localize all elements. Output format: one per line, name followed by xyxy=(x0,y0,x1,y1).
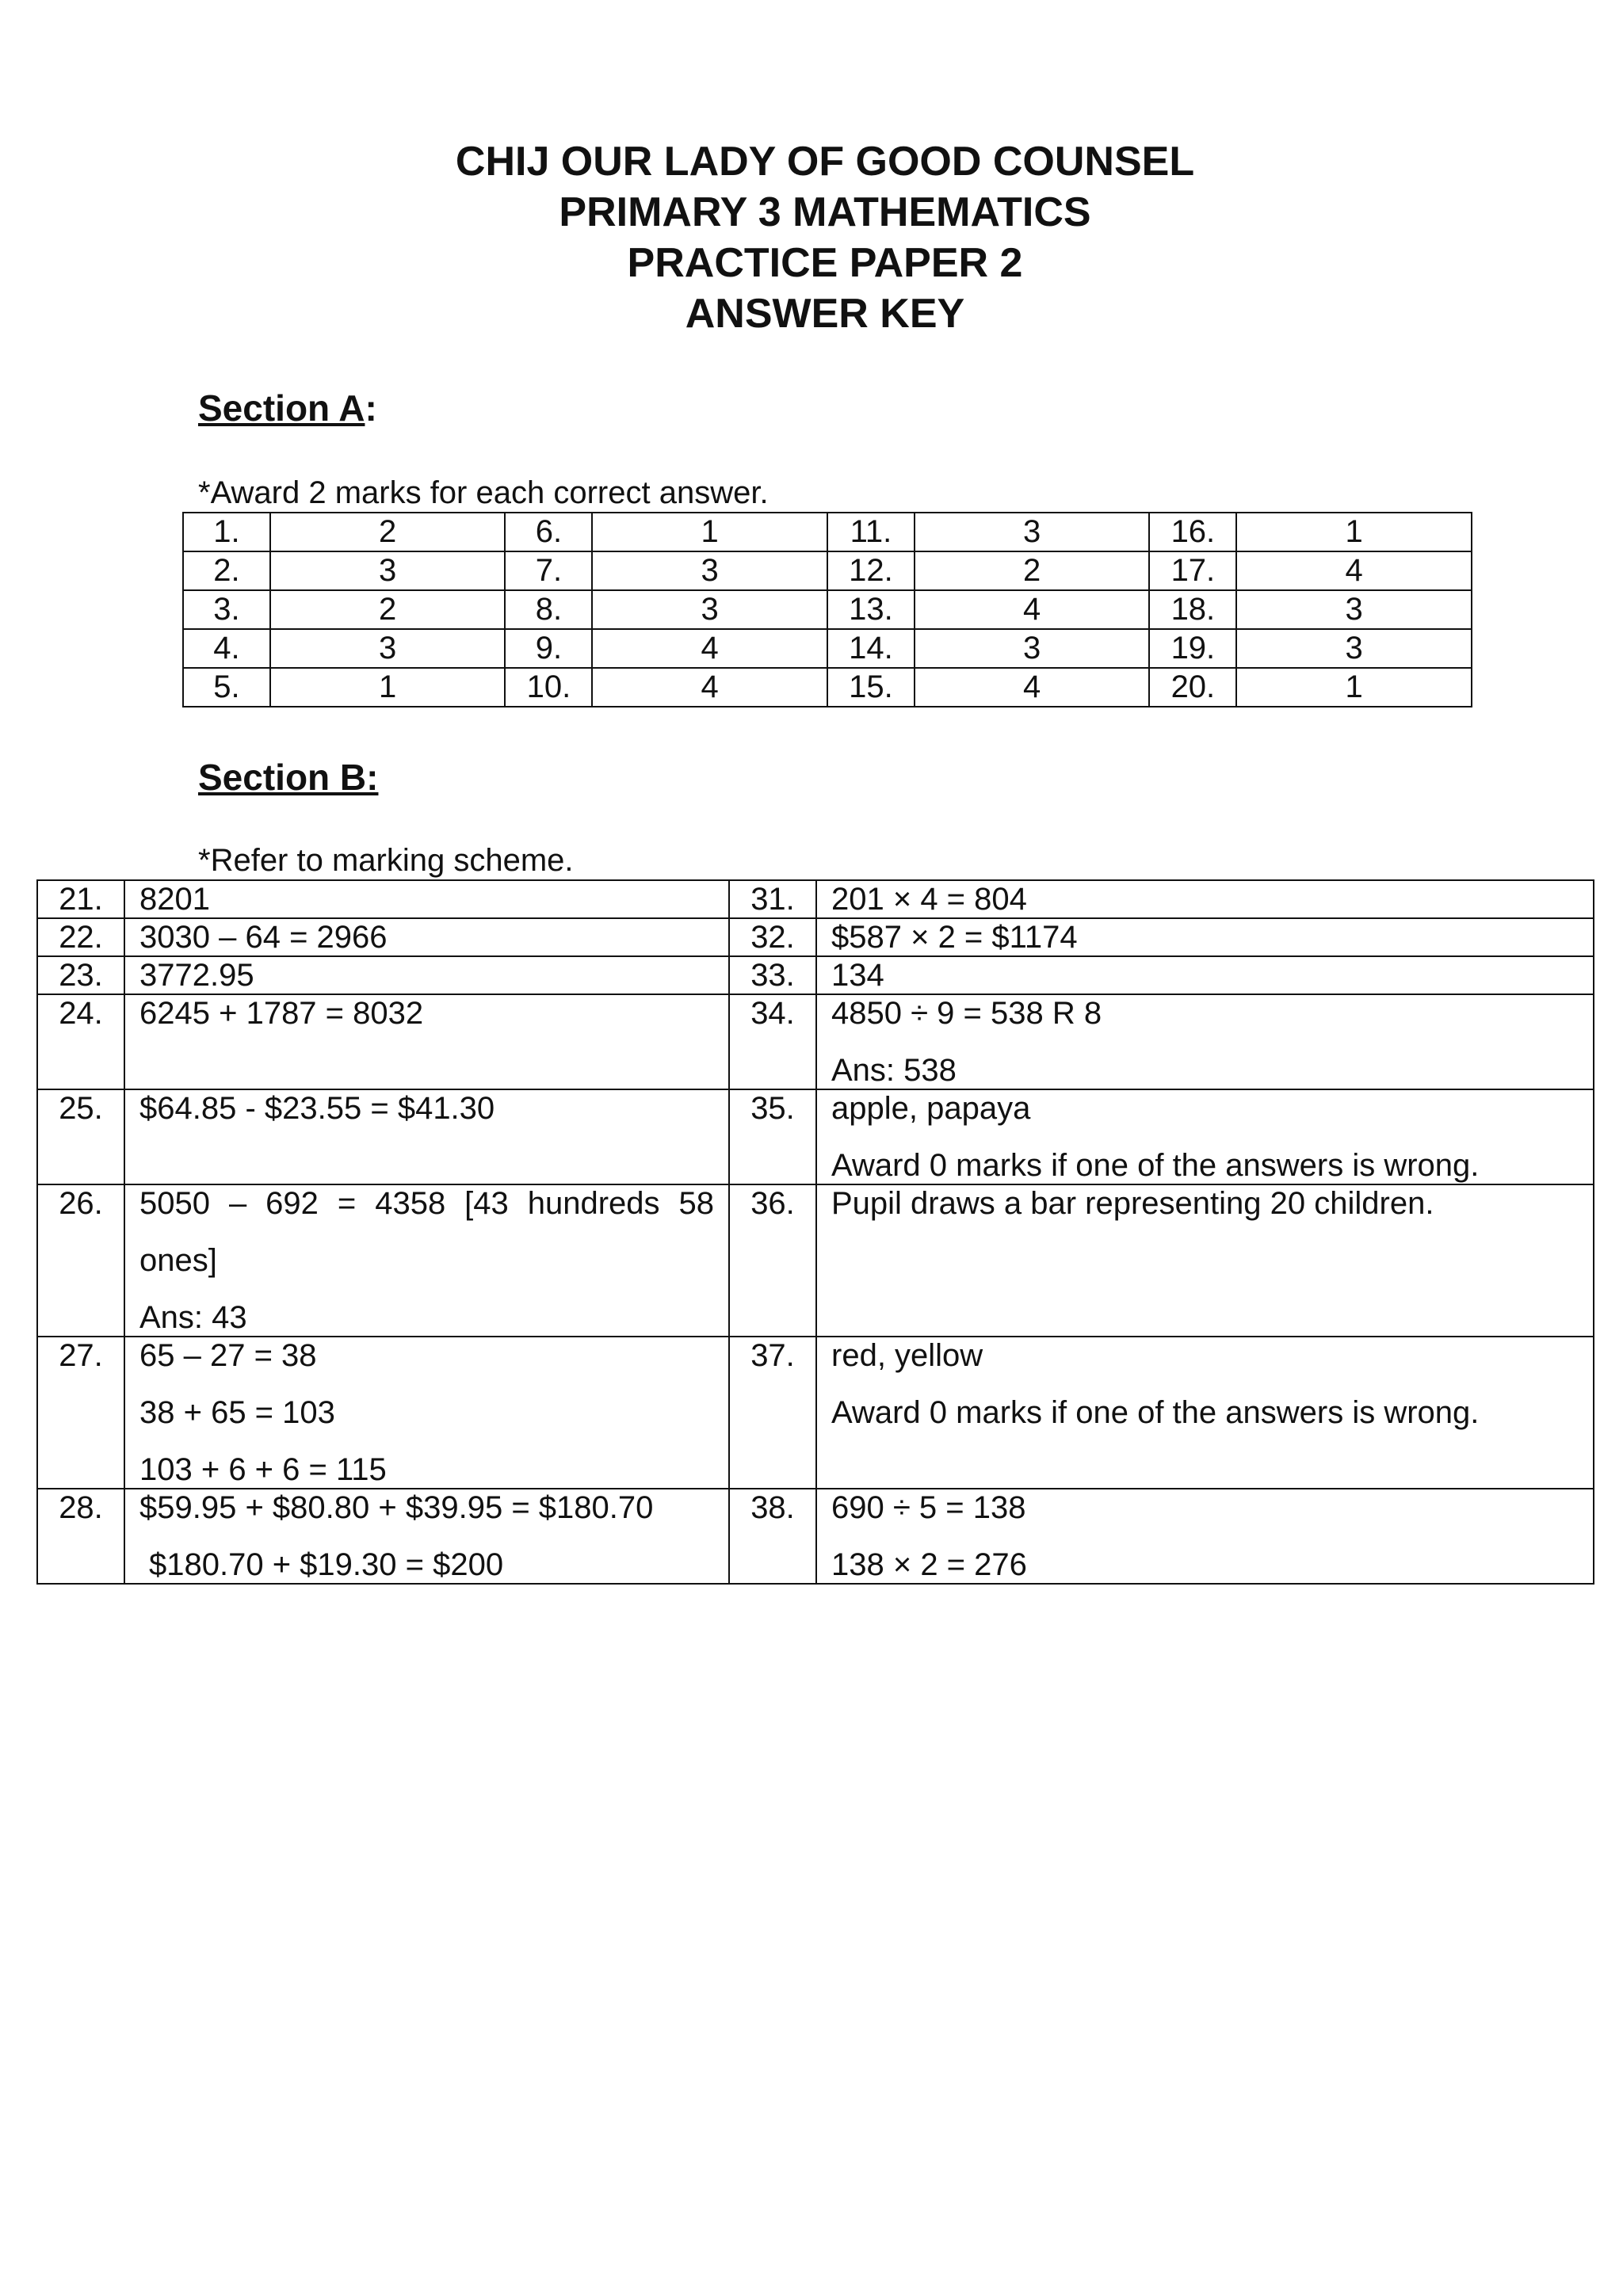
answer-value: 3 xyxy=(270,551,506,590)
question-number: 27. xyxy=(37,1337,124,1489)
answer-line: 65 – 27 = 38 xyxy=(139,1338,317,1373)
section-b-heading-text: Section B: xyxy=(198,757,379,798)
answer-line: 3030 – 64 = 2966 xyxy=(139,920,388,955)
answer-working xyxy=(816,880,1594,918)
answer-working xyxy=(124,918,729,956)
answer-line: 103 + 6 + 6 = 115 xyxy=(139,1452,387,1487)
question-number: 23. xyxy=(37,956,124,994)
question-number: 28. xyxy=(37,1489,124,1584)
question-number: 36. xyxy=(729,1184,816,1337)
answer-line: Award 0 marks if one of the answers is wrong. xyxy=(831,1395,1480,1430)
answer-value: 3 xyxy=(915,513,1150,551)
answer-working xyxy=(816,994,1594,1089)
answer-working xyxy=(124,1337,729,1489)
question-number: 18. xyxy=(1149,590,1236,629)
question-number: 16. xyxy=(1149,513,1236,551)
answer-line: Award 0 marks if one of the answers is wrong. xyxy=(831,1148,1480,1183)
question-number: 6. xyxy=(505,513,592,551)
question-number: 15. xyxy=(827,668,915,707)
question-number: 37. xyxy=(729,1337,816,1489)
answer-working xyxy=(124,1184,729,1337)
answer-value: 1 xyxy=(592,513,827,551)
question-number: 8. xyxy=(505,590,592,629)
answer-value: 4 xyxy=(915,590,1150,629)
title-school: CHIJ OUR LADY OF GOOD COUNSEL xyxy=(455,139,1195,185)
table-row xyxy=(37,880,1594,918)
section-a-note: *Award 2 marks for each correct answer. xyxy=(198,475,769,510)
answer-working xyxy=(124,994,729,1089)
question-number: 3. xyxy=(183,590,270,629)
section-a-heading xyxy=(198,387,377,429)
table-row xyxy=(183,551,1472,590)
title-answer-key: ANSWER KEY xyxy=(685,291,965,337)
question-number: 31. xyxy=(729,880,816,918)
question-number: 10. xyxy=(505,668,592,707)
question-number: 2. xyxy=(183,551,270,590)
question-number: 19. xyxy=(1149,629,1236,668)
answer-value: 3 xyxy=(270,629,506,668)
answer-working xyxy=(124,956,729,994)
answer-value: 2 xyxy=(270,590,506,629)
section-b-note: *Refer to marking scheme. xyxy=(198,843,574,878)
table-row xyxy=(183,513,1472,551)
question-number: 34. xyxy=(729,994,816,1089)
answer-working xyxy=(124,1089,729,1184)
answer-line: Ans: 43 xyxy=(139,1300,247,1335)
answer-working xyxy=(816,1337,1594,1489)
question-number: 22. xyxy=(37,918,124,956)
answer-working xyxy=(816,1489,1594,1584)
answer-value: 3 xyxy=(1236,590,1472,629)
section-a-table xyxy=(182,512,1472,707)
question-number: 1. xyxy=(183,513,270,551)
question-number: 25. xyxy=(37,1089,124,1184)
table-row xyxy=(183,590,1472,629)
answer-line: 6245 + 1787 = 8032 xyxy=(139,996,424,1031)
table-row xyxy=(183,668,1472,707)
question-number: 11. xyxy=(827,513,915,551)
section-b-heading xyxy=(198,756,378,799)
section-a-heading-text: Section A xyxy=(198,387,365,429)
answer-value: 3 xyxy=(1236,629,1472,668)
answer-value: 3 xyxy=(592,590,827,629)
title-subject: PRIMARY 3 MATHEMATICS xyxy=(559,189,1091,235)
question-number: 14. xyxy=(827,629,915,668)
question-number: 12. xyxy=(827,551,915,590)
answer-line: apple, papaya xyxy=(831,1091,1031,1126)
table-row xyxy=(37,1184,1594,1337)
answer-line: Pupil draws a bar representing 20 children. xyxy=(831,1186,1434,1221)
section-a-heading-colon: : xyxy=(365,387,377,429)
answer-value: 2 xyxy=(915,551,1150,590)
question-number: 26. xyxy=(37,1184,124,1337)
answer-line: 4850 ÷ 9 = 538 R 8 xyxy=(831,996,1102,1031)
answer-line: 38 + 65 = 103 xyxy=(139,1395,335,1430)
table-row xyxy=(183,629,1472,668)
answer-line: 5050 – 692 = 4358 [43 hundreds 58 xyxy=(139,1186,714,1221)
question-number: 38. xyxy=(729,1489,816,1584)
question-number: 20. xyxy=(1149,668,1236,707)
answer-value: 3 xyxy=(915,629,1150,668)
answer-working xyxy=(124,880,729,918)
answer-line: $64.85 - $23.55 = $41.30 xyxy=(139,1091,495,1126)
table-row xyxy=(37,1337,1594,1489)
answer-line: 134 xyxy=(831,958,884,993)
answer-value: 3 xyxy=(592,551,827,590)
answer-working xyxy=(124,1489,729,1584)
answer-value: 1 xyxy=(1236,668,1472,707)
table-row xyxy=(37,994,1594,1089)
answer-working xyxy=(816,1184,1594,1337)
question-number: 35. xyxy=(729,1089,816,1184)
answer-value: 2 xyxy=(270,513,506,551)
answer-line: red, yellow xyxy=(831,1338,983,1373)
answer-value: 4 xyxy=(1236,551,1472,590)
table-row xyxy=(37,918,1594,956)
answer-value: 4 xyxy=(592,629,827,668)
table-row xyxy=(37,1089,1594,1184)
answer-line: ones] xyxy=(139,1243,217,1278)
answer-working xyxy=(816,1089,1594,1184)
question-number: 24. xyxy=(37,994,124,1089)
question-number: 17. xyxy=(1149,551,1236,590)
answer-line: $180.70 + $19.30 = $200 xyxy=(149,1547,504,1582)
answer-line: $587 × 2 = $1174 xyxy=(831,920,1078,955)
question-number: 33. xyxy=(729,956,816,994)
answer-line: 3772.95 xyxy=(139,958,254,993)
question-number: 32. xyxy=(729,918,816,956)
answer-line: 138 × 2 = 276 xyxy=(831,1547,1027,1582)
title-paper: PRACTICE PAPER 2 xyxy=(627,240,1023,286)
table-row xyxy=(37,956,1594,994)
section-b-table xyxy=(36,879,1594,1585)
question-number: 21. xyxy=(37,880,124,918)
answer-line: Ans: 538 xyxy=(831,1053,957,1088)
answer-value: 4 xyxy=(915,668,1150,707)
answer-working xyxy=(816,918,1594,956)
answer-line: 8201 xyxy=(139,882,210,917)
question-number: 7. xyxy=(505,551,592,590)
answer-value: 1 xyxy=(270,668,506,707)
answer-line: $59.95 + $80.80 + $39.95 = $180.70 xyxy=(139,1490,654,1525)
answer-value: 1 xyxy=(1236,513,1472,551)
answer-line: 690 ÷ 5 = 138 xyxy=(831,1490,1026,1525)
question-number: 13. xyxy=(827,590,915,629)
table-row xyxy=(37,1489,1594,1584)
document-title xyxy=(0,136,1623,339)
question-number: 4. xyxy=(183,629,270,668)
answer-value: 4 xyxy=(592,668,827,707)
question-number: 9. xyxy=(505,629,592,668)
question-number: 5. xyxy=(183,668,270,707)
answer-working xyxy=(816,956,1594,994)
answer-line: 201 × 4 = 804 xyxy=(831,882,1027,917)
